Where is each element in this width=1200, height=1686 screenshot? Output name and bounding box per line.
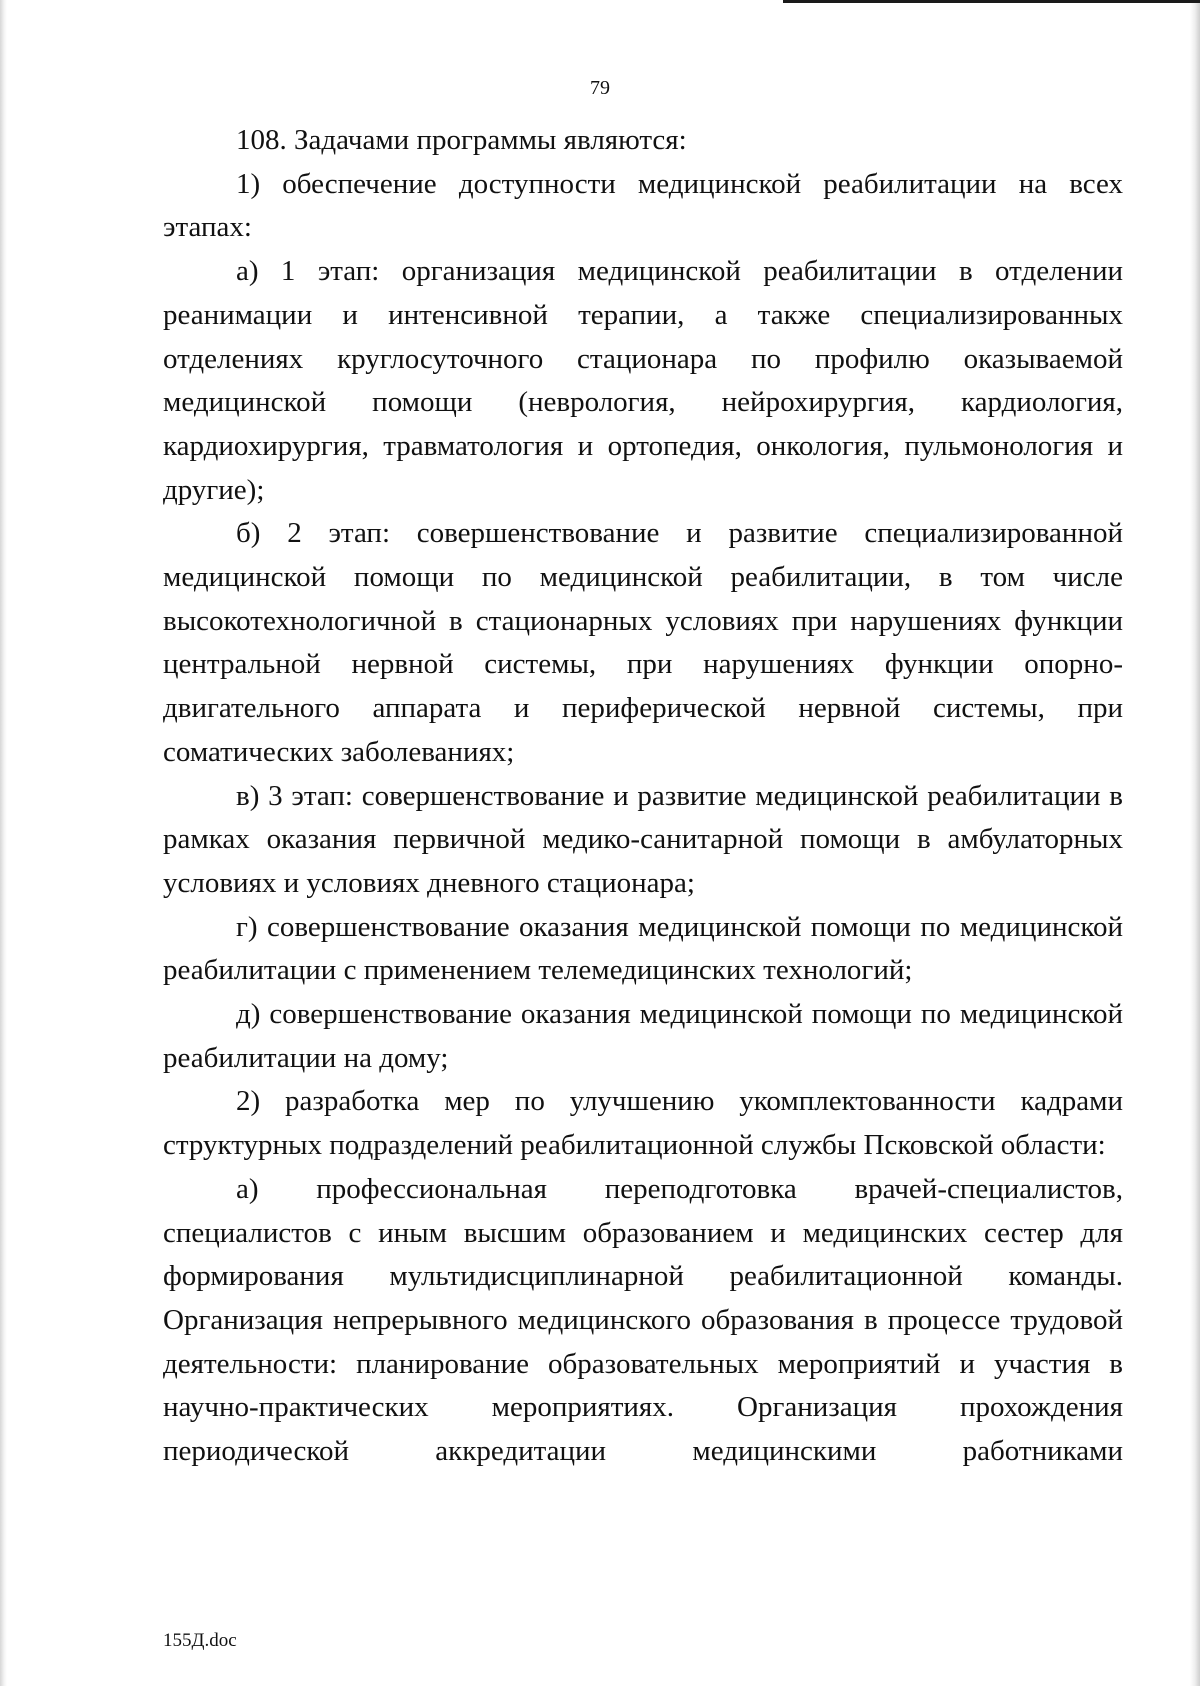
paragraph-item-1a: а) 1 этап: организация медицинской реабилитации в отделении реанимации и интенсивной терапии, а также специализированных отделениях круглосуточного стационара по профилю оказываемой медицинской помощи (неврология, нейрохирургия, кардиология, кардиохирургия, травматология и ортопедия, онкология, пульмонология и другие); [163,255,1123,506]
scan-edge-right [1190,0,1200,1686]
paragraph-item-2: 2) разработка мер по улучшению укомплектованности кадрами структурных подразделений реабилитационной службы Псковской области: [163,1085,1123,1162]
paragraph-item-1: 1) обеспечение доступности медицинской реабилитации на всех этапах: [163,167,1123,244]
paragraph-item-2a: а) профессиональная переподготовка врачей-специалистов, специалистов с иным высшим образованием и медицинских сестер для формирования мультидисциплинарной реабилитационной команды. Организация непрерывного медицинского образования в процессе трудовой деятельности: планирование образовательных мероприятий и участия в научно-практических мероприятиях. Организация прохождения периодической аккредитации медицинскими работниками [163,1172,1123,1468]
scan-edge-left [0,0,7,1686]
scan-artifact-line [783,0,1200,3]
paragraph-item-1d: д) совершенствование оказания медицинской помощи по медицинской реабилитации на дому; [163,998,1123,1074]
paragraph-108-heading: 108. Задачами программы являются: [236,124,687,156]
footer-filename: 155Д.doc [163,1630,237,1651]
paragraph-item-1g: г) совершенствование оказания медицинской помощи по медицинской реабилитации с применением телемедицинских технологий; [163,910,1123,987]
paragraph-item-1b: б) 2 этап: совершенствование и развитие специализированной медицинской помощи по медицинской реабилитации, в том числе высокотехнологичной в стационарных условиях при нарушениях функции центральной нервной системы, при нарушениях функции опорно-двигательного аппарата и периферической нервной системы, при соматических заболеваниях; [163,517,1123,768]
paragraph-item-1v: в) 3 этап: совершенствование и развитие медицинской реабилитации в рамках оказания первичной медико-санитарной помощи в амбулаторных условиях и условиях дневного стационара; [163,779,1123,899]
document-body [163,119,1123,1474]
page-number: 79 [590,77,610,99]
